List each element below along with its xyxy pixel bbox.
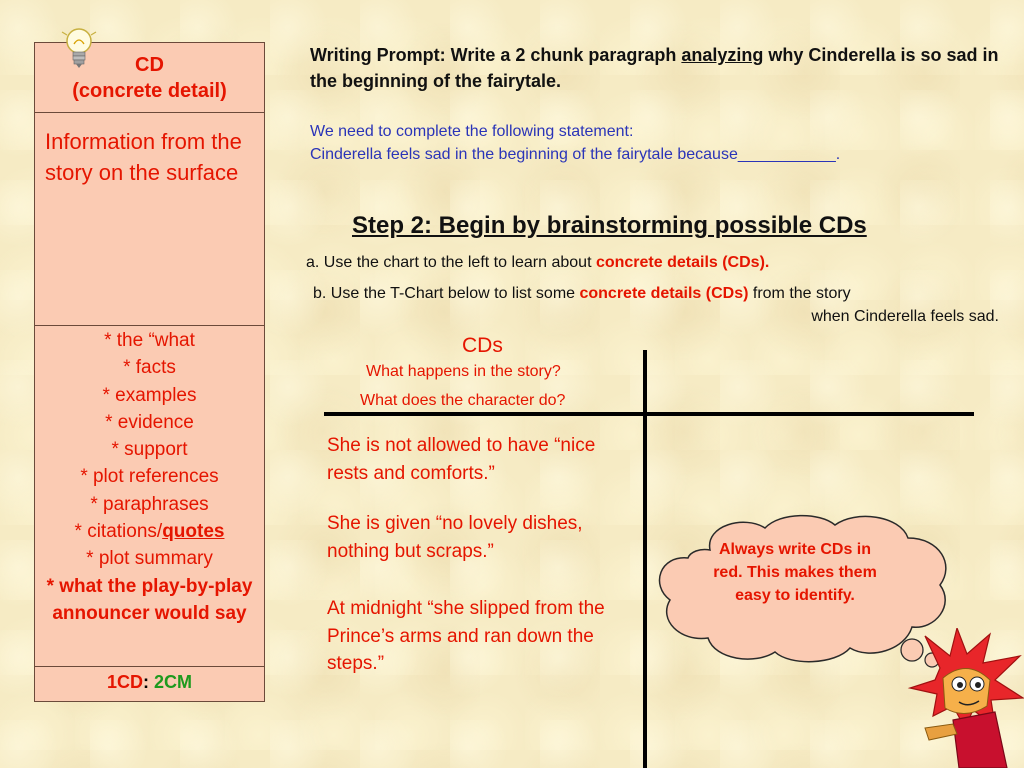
- cd-definition-table: [34, 42, 265, 702]
- quotes-label: quotes: [162, 521, 225, 543]
- list-item: * facts: [123, 357, 176, 379]
- ratio-colon: :: [142, 672, 149, 692]
- writing-prompt: [310, 42, 1000, 94]
- cd-header-title: CD: [135, 54, 164, 76]
- instruction-b-highlight: concrete details (CDs): [579, 285, 749, 302]
- cd-characteristics-list: [35, 326, 264, 667]
- list-item: * examples: [102, 384, 197, 406]
- cd-header-subtitle: (concrete detail): [72, 80, 227, 102]
- ratio-cm: 2CM: [154, 672, 193, 692]
- tchart-question-1: What happens in the story?: [366, 363, 561, 380]
- instruction-b-text: b. Use the T-Chart below to list some: [313, 285, 580, 302]
- prompt-analyzing: analyzing: [681, 45, 764, 65]
- list-item: * plot summary: [86, 548, 213, 570]
- lightbulb-icon: [58, 24, 100, 72]
- list-item: * plot references: [80, 466, 219, 488]
- cd-entry: At midnight “she slipped from the Prince’s arms and ran down the steps.”: [327, 598, 605, 674]
- instruction-a-text: a. Use the chart to the left to learn about: [306, 254, 596, 271]
- cd-entry: She is not allowed to have “nice rests and comforts.”: [327, 435, 596, 484]
- step2-heading: Step 2: Begin by brainstorming possible CDs: [352, 212, 867, 239]
- cd-entry: She is given “no lovely dishes, nothing but scraps.”: [327, 513, 583, 562]
- list-item: * evidence: [105, 411, 194, 433]
- ratio-cd: 1CD: [106, 672, 143, 692]
- statement-sentence: Cinderella feels sad in the beginning of the fairytale because___________.: [310, 146, 841, 163]
- list-item: * the “what: [104, 330, 195, 351]
- instruction-b-suffix: from the story: [748, 285, 851, 302]
- list-item: * support: [111, 439, 188, 461]
- citations-prefix: * citations/: [74, 521, 163, 543]
- list-item-announcer: * what the play-by-play announcer would say: [46, 575, 253, 624]
- tchart-horizontal-line: [324, 412, 974, 416]
- statement-intro: We need to complete the following statement:: [310, 123, 634, 140]
- instruction-b: [313, 282, 1013, 328]
- list-item-citations: [35, 518, 264, 545]
- cd-cm-ratio: [35, 667, 264, 701]
- instruction-a-highlight: concrete details (CDs).: [595, 254, 770, 271]
- instruction-b-line2: when Cinderella feels sad.: [811, 308, 999, 325]
- cd-definition: Information from the story on the surface: [35, 113, 264, 326]
- statement-block: [310, 120, 1010, 166]
- instruction-a: [306, 254, 769, 272]
- prompt-text-end: why Cinderella is so sad in the beginning of the fairytale.: [310, 45, 999, 91]
- thinking-character-icon: [895, 628, 1024, 768]
- bubble-text: Always write CDs in red. This makes them easy to identify.: [713, 541, 877, 604]
- tchart-question-2: What does the character do?: [360, 392, 566, 409]
- prompt-text-start: Writing Prompt: Write a 2 chunk paragraph: [310, 45, 682, 65]
- list-item: * paraphrases: [90, 493, 209, 515]
- tchart-title: CDs: [462, 334, 503, 357]
